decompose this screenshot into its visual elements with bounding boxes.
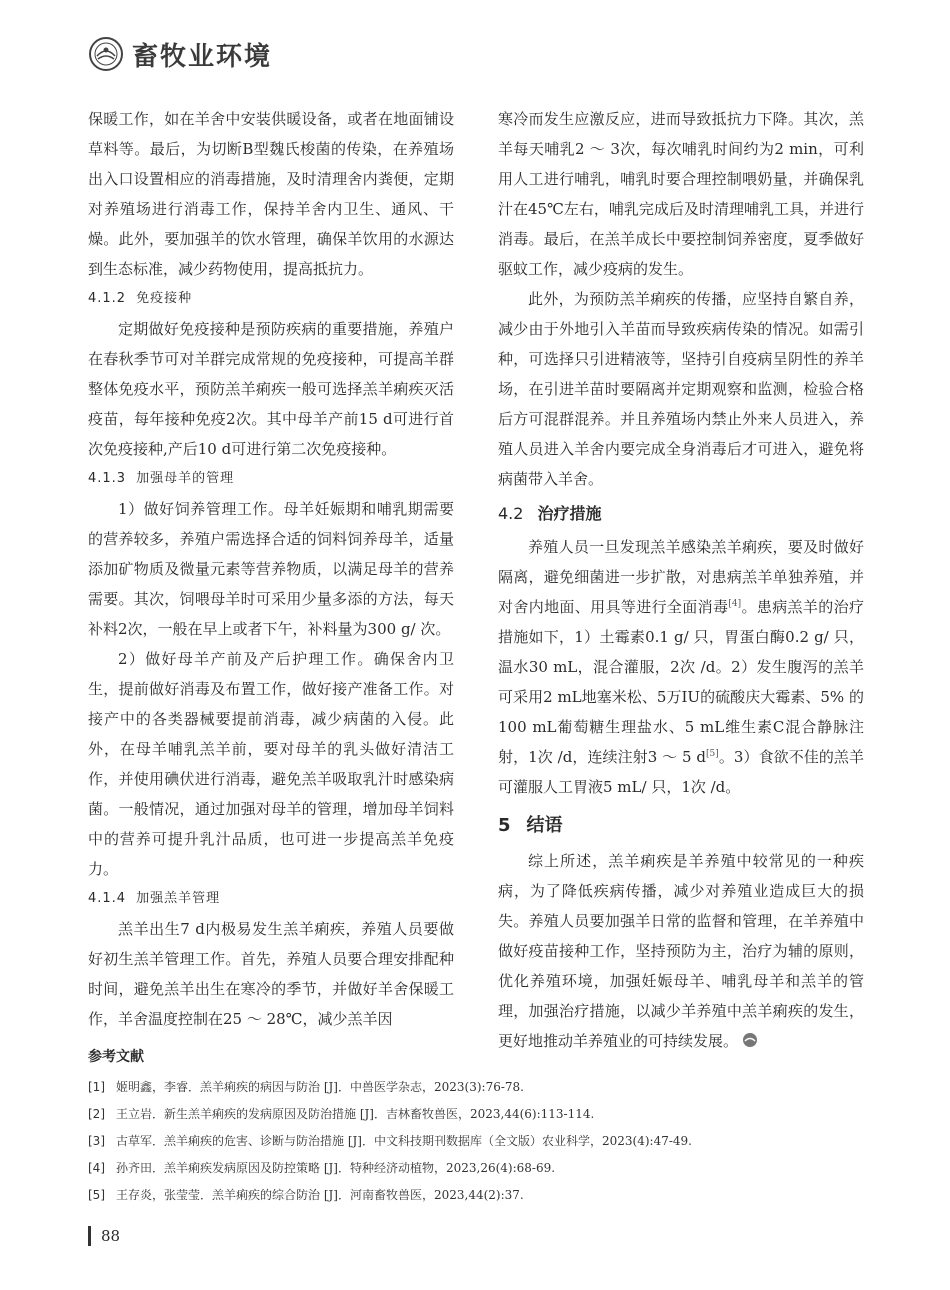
journal-seal-icon [88,36,124,72]
right-column [498,104,864,1056]
section-number: 5 [498,815,511,836]
section-number: 4.2 [498,504,524,523]
left-column [88,104,454,1034]
section-title: 结语 [526,815,563,836]
section-number: 4.1.2 [88,291,127,306]
paragraph: 保暖工作，如在羊舍中安装供暖设备，或者在地面铺设草料等。最后，为切断B型魏氏梭菌的传染，在养殖场出入口设置相应的消毒措施，及时清理舍内粪便，定期对养殖场进行消毒工作，保持羊舍内卫生、通风、干燥。此外，要加强羊的饮水管理，确保羊饮用的水源达到生态标准，减少药物使用，提高抵抗力。 [88,110,454,278]
page-number-bar [88,1226,91,1246]
section-number: 4.1.4 [88,891,127,906]
text-run: 养殖人员一旦发现羔羊感染羔羊痢疾，要及时做好隔离，避免细菌进一步扩散，对患病羔羊单独养殖，并对舍内地面、用具等进行全面消毒 [498,538,864,616]
page-footer [88,1225,120,1247]
reference-number: [3] [88,1134,105,1148]
paragraph: 羔羊出生7 d内极易发生羔羊痢疾，养殖人员要做好初生羔羊管理工作。首先，养殖人员要合理安排配种时间，避免羔羊出生在寒冷的季节，并做好羊舍保暖工作，羊舍温度控制在25 ～ 28℃，减少羔羊因 [88,920,454,1028]
page-number: 88 [101,1227,121,1245]
section-heading-4-1-4 [88,884,454,914]
reference-item [88,1074,868,1101]
citation-ref[interactable]: [5] [706,749,719,759]
section-heading-4-1-3 [88,464,454,494]
reference-item [88,1128,868,1155]
reference-number: [5] [88,1188,105,1202]
citation-ref[interactable]: [4] [728,599,742,609]
paragraph [498,532,864,802]
references [88,1046,868,1209]
reference-item [88,1101,868,1128]
reference-item [88,1155,868,1182]
reference-text: 王立岩．新生羔羊痢疾的发病原因及防治措施 [J]．吉林畜牧兽医，2023,44(6):113-114. [116,1107,595,1121]
reference-number: [1] [88,1080,105,1094]
references-title: 参考文献 [88,1049,144,1065]
reference-text: 古草军．羔羊痢疾的危害、诊断与防治措施 [J]．中文科技期刊数据库（全文版）农业科学，2023(4):47-49. [116,1134,692,1148]
paragraph: 寒冷而发生应激反应，进而导致抵抗力下降。其次，羔羊每天哺乳2 ～ 3次，每次哺乳时间约为2 min，可利用人工进行哺乳，哺乳时要合理控制喂奶量，并确保乳汁在45℃左右，哺乳完成后及时清理哺乳工具，并进行消毒。最后，在羔羊成长中要控制饲养密度，夏季做好驱蚊工作，减少疫病的发生。 [498,110,864,278]
paragraph [498,846,864,1056]
section-heading-5 [498,806,864,846]
reference-text: 孙齐田．羔羊痢疾发病原因及防控策略 [J]．特种经济动植物，2023,26(4):68-69. [116,1161,556,1175]
text-run: 。3）食欲不佳的羔羊可灌服人工胃液5 mL/ 只，1次 /d。 [498,748,865,796]
section-title: 治疗措施 [537,504,602,523]
text-run: 综上所述，羔羊痢疾是羊养殖中较常见的一种疾病，为了降低疾病传播，减少对养殖业造成巨大的损失。养殖人员要加强羊日常的监督和管理，在羊养殖中做好疫苗接种工作，坚持预防为主，治疗为辅的原则，优化养殖环境，加强妊娠母羊、哺乳母羊和羔羊的管理，加强治疗措施，以减少羊养殖中羔羊痢疾的发生，更好地推动羊养殖业的可持续发展。 [498,852,864,1050]
text-run: 。患病羔羊的治疗措施如下，1）土霉素0.1 g/ 只，胃蛋白酶0.2 g/ 只，温水30 mL，混合灌服，2次 /d。2）发生腹泻的羔羊可采用2 mL地塞米松、5万IU的硫酸庆大霉素、5% 的100 mL葡萄糖生理盐水、5 mL维生素C混合静脉注射，1次 /d，连续注射3 ～ 5 d [498,598,864,766]
paragraph: 1）做好饲养管理工作。母羊妊娠期和哺乳期需要的营养较多，养殖户需选择合适的饲料饲养母羊，适量添加矿物质及微量元素等营养物质，以满足母羊的营养需要。其次，饲喂母羊时可采用少量多添的方法，每天补料2次，一般在早上或者下午，补料量为300 g/ 次。 [88,500,454,638]
section-title: 加强母羊的管理 [136,471,235,486]
reference-item [88,1182,868,1209]
section-heading-4-1-2 [88,284,454,314]
section-title: 加强羔羊管理 [136,891,221,906]
paragraph: 定期做好免疫接种是预防疾病的重要措施，养殖户在春秋季节可对羊群完成常规的免疫接种，可提高羊群整体免疫水平，预防羔羊痢疾一般可选择羔羊痢疾灭活疫苗，每年接种免疫2次。其中母羊产前15 d可进行首次免疫接种,产后10 d可进行第二次免疫接种。 [88,320,454,458]
journal-header [88,34,272,74]
section-title: 免疫接种 [136,291,193,306]
paragraph: 此外，为预防羔羊痢疾的传播，应坚持自繁自养，减少由于外地引入羊苗而导致疾病传染的情况。如需引种，可选择只引进精液等，坚持引自疫病呈阴性的养羊场，在引进羊苗时要隔离并定期观察和监测，检验合格后方可混群混养。并且养殖场内禁止外来人员进入，养殖人员进入羊舍内要完成全身消毒后才可进入，避免将病菌带入羊舍。 [498,290,864,488]
reference-number: [2] [88,1107,105,1121]
section-heading-4-2 [498,496,864,532]
reference-text: 王存炎，张莹莹．羔羊痢疾的综合防治 [J]．河南畜牧兽医，2023,44(2):37. [116,1188,524,1202]
reference-text: 姬明鑫，李睿．羔羊痢疾的病因与防治 [J]．中兽医学杂志，2023(3):76-78. [116,1080,524,1094]
section-number: 4.1.3 [88,471,127,486]
paragraph: 2）做好母羊产前及产后护理工作。确保舍内卫生，提前做好消毒及布置工作，做好接产准备工作。对接产中的各类器械要提前消毒，减少病菌的入侵。此外，在母羊哺乳羔羊前，要对母羊的乳头做好清洁工作，并使用碘伏进行消毒，避免羔羊吸取乳汁时感染病菌。一般情况，通过加强对母羊的管理，增加母羊饲料中的营养可提升乳汁品质，也可进一步提高羔羊免疫力。 [88,650,454,878]
reference-number: [4] [88,1161,105,1175]
journal-title: 畜牧业环境 [132,41,273,72]
